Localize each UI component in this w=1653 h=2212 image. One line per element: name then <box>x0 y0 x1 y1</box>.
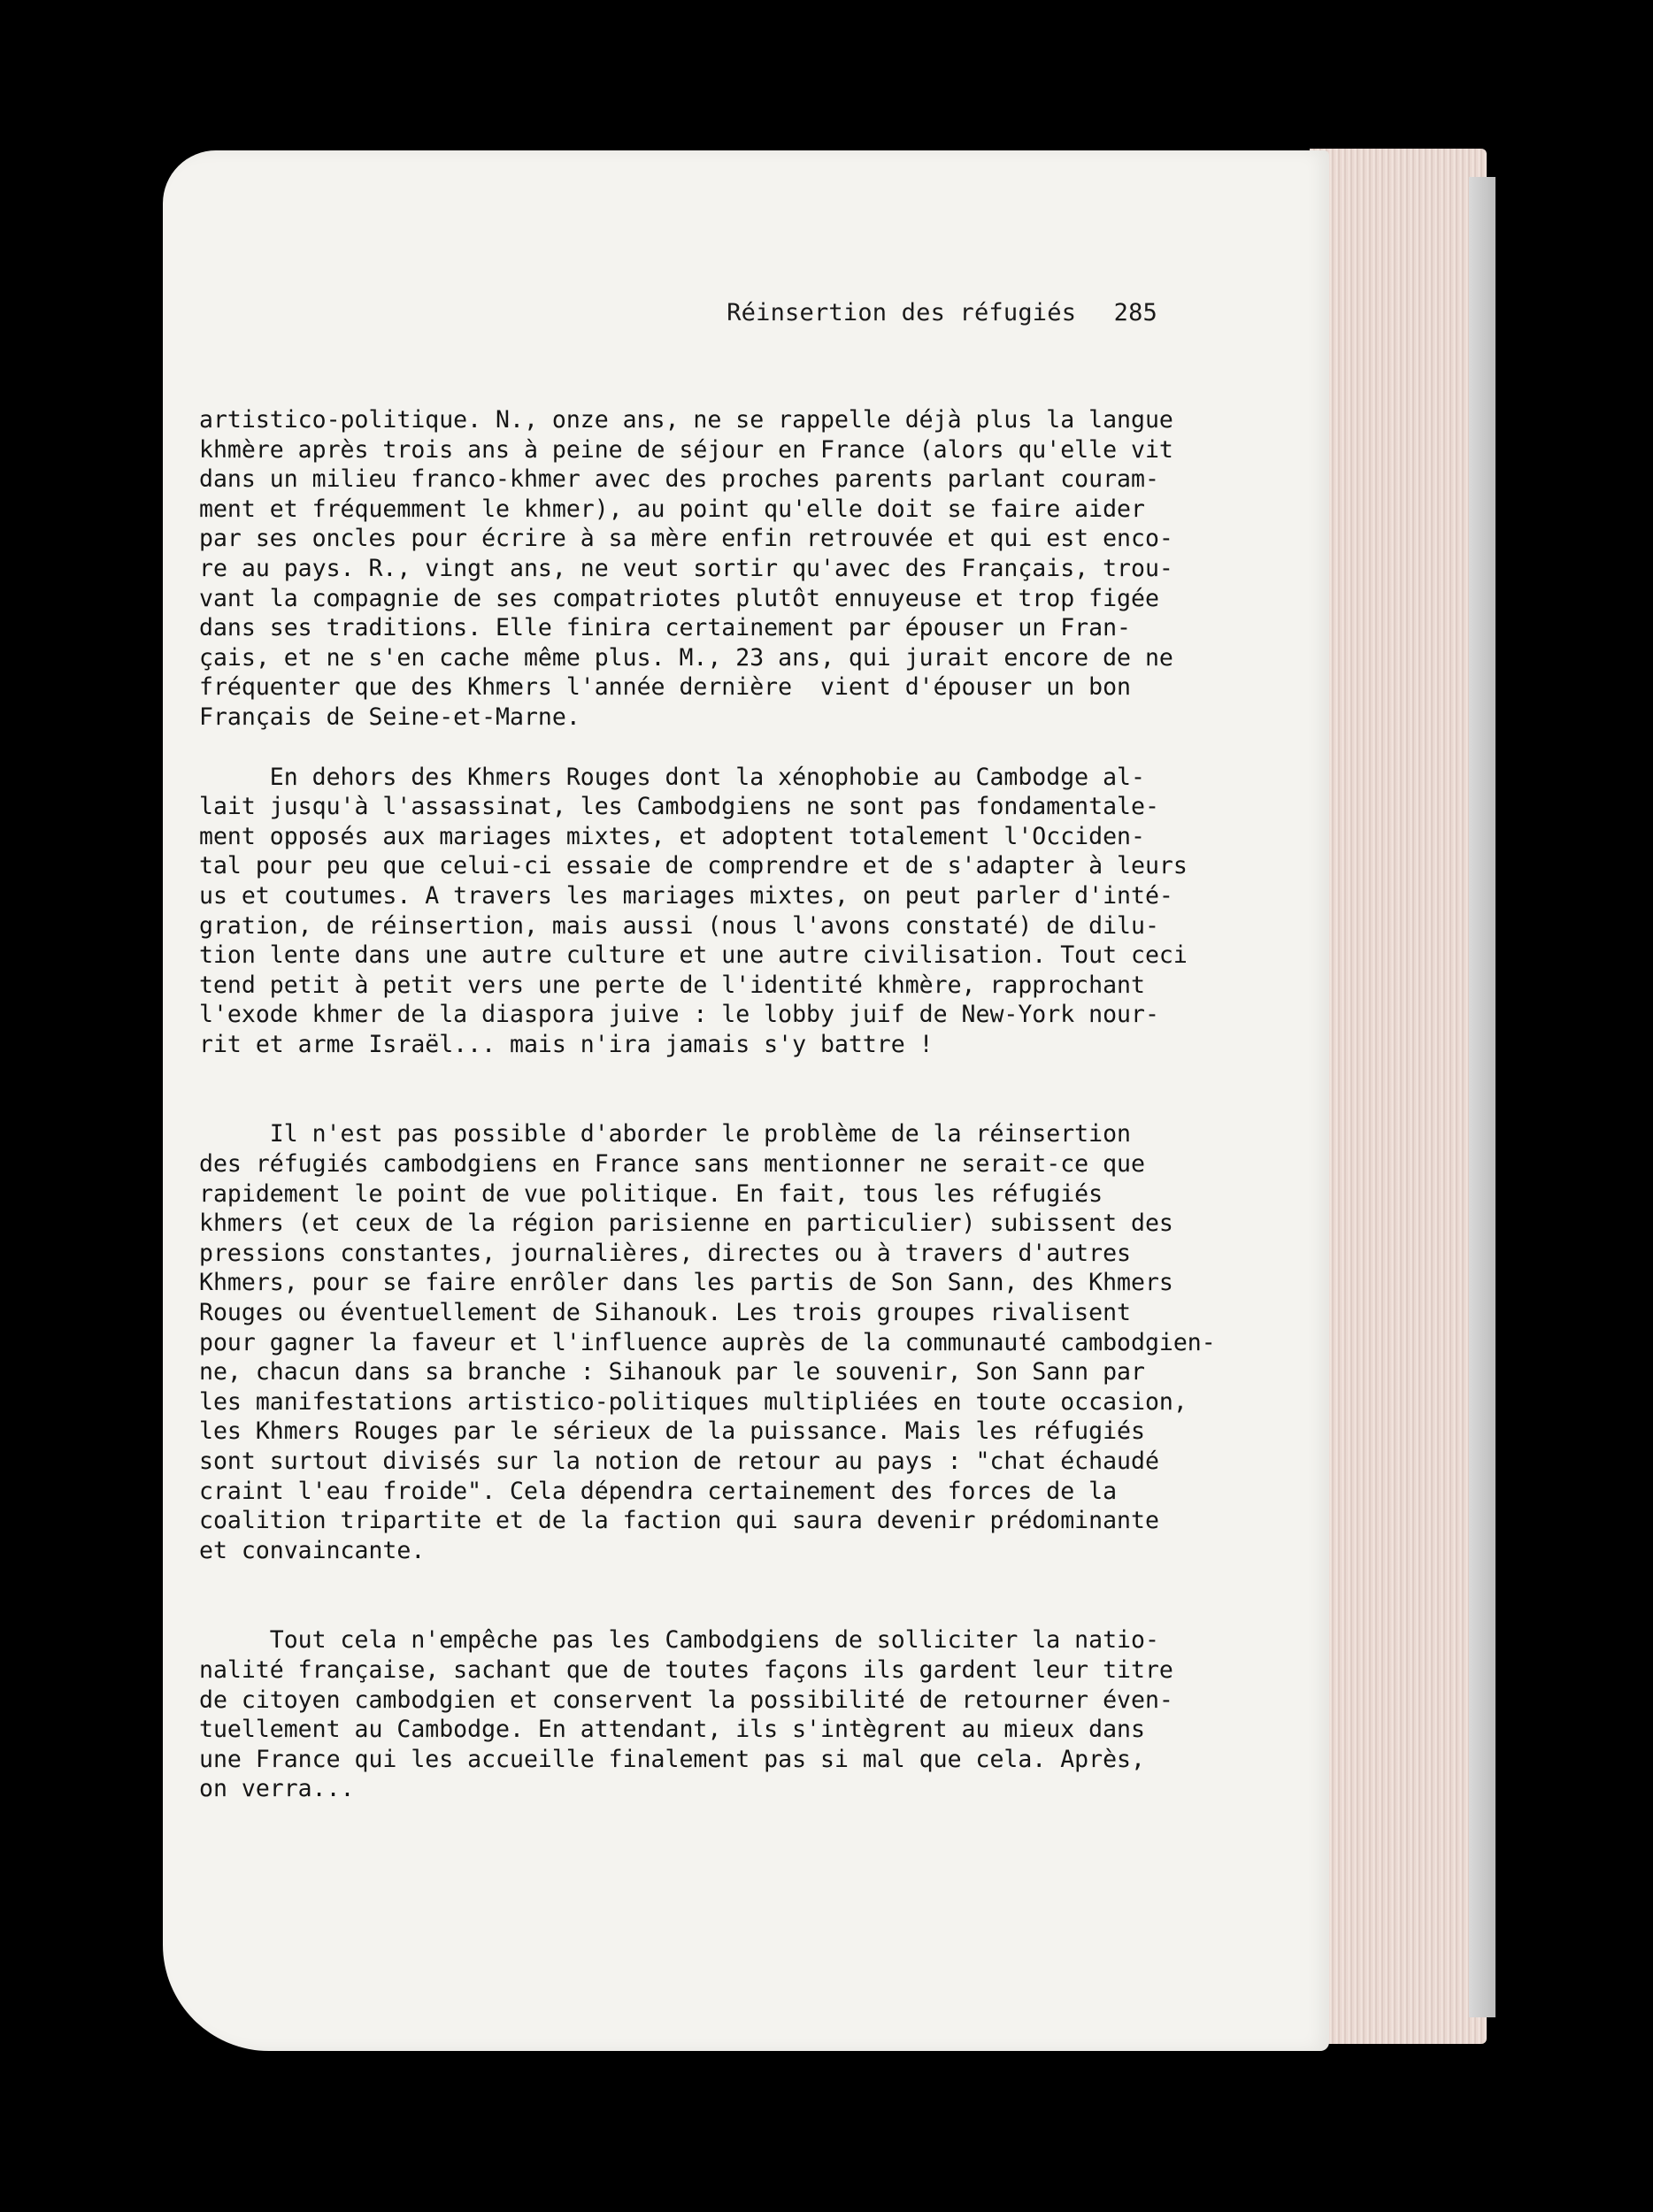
text-line: fréquenter que des Khmers l'année dernière vient d'épouser un bon <box>199 673 1131 702</box>
text-line: les manifestations artistico-politiques multipliées en toute occasion, <box>199 1387 1188 1416</box>
text-line: dans un milieu franco-khmer avec des proches parents parlant couram- <box>199 465 1159 494</box>
text-line: Il n'est pas possible d'aborder le problème de la réinsertion <box>199 1120 1131 1148</box>
paragraph-spacer <box>199 733 1208 763</box>
paragraph-spacer <box>199 1059 1208 1119</box>
text-line: gration, de réinsertion, mais aussi (nous l'avons constaté) de dilu- <box>199 911 1159 940</box>
paragraph-3 <box>199 1119 1216 1565</box>
text-line: sont surtout divisés sur la notion de retour au pays : "chat échaudé <box>199 1448 1159 1475</box>
page-fore-edge <box>1310 149 1487 2044</box>
text-line: Tout cela n'empêche pas les Cambodgiens de solliciter la natio- <box>199 1626 1159 1655</box>
text-line: tion lente dans une autre culture et une autre civilisation. Tout ceci <box>199 941 1188 970</box>
text-line: pressions constantes, journalières, directes ou à travers d'autres <box>199 1239 1131 1267</box>
text-line: les Khmers Rouges par le sérieux de la puissance. Mais les réfugiés <box>199 1417 1145 1446</box>
text-line: artistico-politique. N., onze ans, ne se rappelle déjà plus la langue <box>199 406 1173 434</box>
text-line: En dehors des Khmers Rouges dont la xénophobie au Cambodge al- <box>199 763 1145 791</box>
text-line: une France qui les accueille finalement pas si mal que cela. Après, <box>199 1745 1145 1773</box>
paragraph-2 <box>199 763 1208 1060</box>
text-line: khmers (et ceux de la région parisienne en particulier) subissent des <box>199 1210 1173 1238</box>
text-line: lait jusqu'à l'assassinat, les Cambodgiens ne sont pas fondamentale- <box>199 793 1159 821</box>
text-line: nalité française, sachant que de toutes façons ils gardent leur titre <box>199 1655 1173 1684</box>
text-line: des réfugiés cambodgiens en France sans mentionner ne serait-ce que <box>199 1150 1145 1179</box>
text-line: vant la compagnie de ses compatriotes plutôt ennuyeuse et trop figée <box>199 584 1159 612</box>
running-title: Réinsertion des réfugiés <box>727 299 1077 326</box>
page-number: 285 <box>1113 299 1157 326</box>
body-text <box>199 405 1216 1804</box>
paragraph-4 <box>199 1625 1208 1804</box>
text-line: tal pour peu que celui-ci essaie de comprendre et de s'adapter à leurs <box>199 852 1188 880</box>
text-line: rapidement le point de vue politique. En fait, tous les réfugiés <box>199 1179 1103 1208</box>
text-line: on verra... <box>199 1775 355 1803</box>
text-line: us et coutumes. A travers les mariages mixtes, on peut parler d'inté- <box>199 881 1173 910</box>
text-line: dans ses traditions. Elle finira certainement par épouser un Fran- <box>199 614 1131 642</box>
text-line: pour gagner la faveur et l'influence auprès de la communauté cambodgien- <box>199 1328 1216 1356</box>
paragraph-1 <box>199 405 1208 733</box>
text-line: craint l'eau froide". Cela dépendra certainement des forces de la <box>199 1477 1118 1505</box>
book-cover-edge <box>1469 177 1495 2017</box>
paragraph-spacer <box>199 1565 1208 1625</box>
text-line: ment et fréquemment le khmer), au point qu'elle doit se faire aider <box>199 495 1145 523</box>
text-line: ne, chacun dans sa branche : Sihanouk par le souvenir, Son Sann par <box>199 1358 1145 1386</box>
text-line: çais, et ne s'en cache même plus. M., 23 ans, qui jurait encore de ne <box>199 643 1173 672</box>
text-line: coalition tripartite et de la faction qui saura devenir prédominante <box>199 1507 1159 1535</box>
text-line: par ses oncles pour écrire à sa mère enfin retrouvée et qui est enco- <box>199 525 1173 553</box>
text-line: tuellement au Cambodge. En attendant, ils s'intègrent au mieux dans <box>199 1716 1145 1744</box>
text-line: l'exode khmer de la diaspora juive : le lobby juif de New-York nour- <box>199 1001 1159 1029</box>
text-line: de citoyen cambodgien et conservent la possibilité de retourner éven- <box>199 1686 1173 1714</box>
text-line: khmère après trois ans à peine de séjour en France (alors qu'elle vit <box>199 435 1173 464</box>
running-header <box>727 299 1157 326</box>
text-line: Rouges ou éventuellement de Sihanouk. Les trois groupes rivalisent <box>199 1299 1131 1327</box>
text-line: tend petit à petit vers une perte de l'identité khmère, rapprochant <box>199 971 1145 999</box>
text-line: et convaincante. <box>199 1536 426 1564</box>
text-line: Khmers, pour se faire enrôler dans les partis de Son Sann, des Khmers <box>199 1269 1173 1297</box>
text-line: Français de Seine-et-Marne. <box>199 703 580 731</box>
text-line: ment opposés aux mariages mixtes, et adoptent totalement l'Occiden- <box>199 822 1145 850</box>
text-line: re au pays. R., vingt ans, ne veut sortir qu'avec des Français, trou- <box>199 554 1173 582</box>
text-line: rit et arme Israël... mais n'ira jamais s'y battre ! <box>199 1030 934 1058</box>
